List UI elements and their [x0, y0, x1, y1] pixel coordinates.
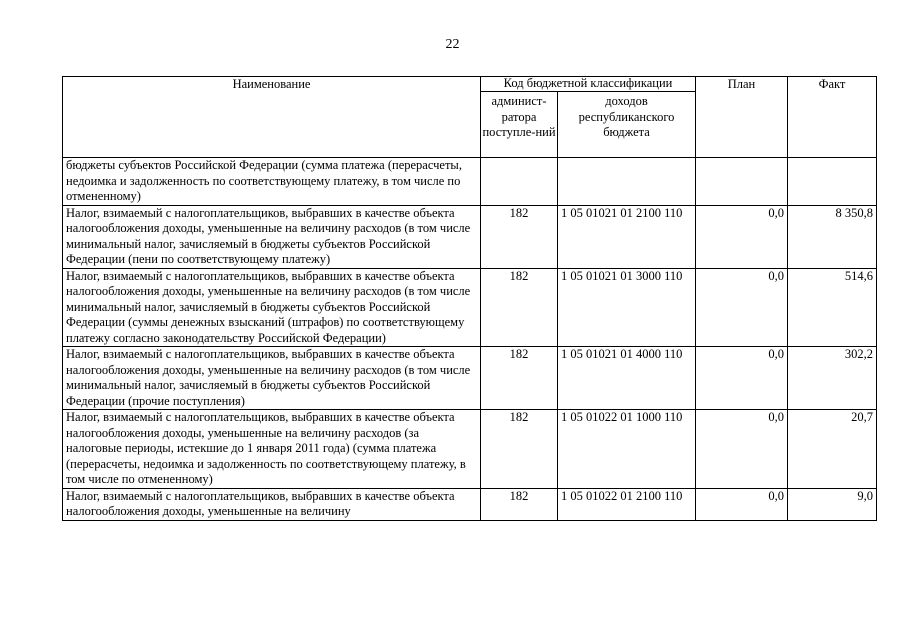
- row-budget-code: [558, 158, 696, 206]
- row-plan: 0,0: [696, 488, 788, 520]
- row-plan: 0,0: [696, 347, 788, 410]
- row-budget-code: 1 05 01021 01 3000 110: [558, 268, 696, 347]
- row-fact: 302,2: [788, 347, 877, 410]
- row-admin-code: 182: [481, 347, 558, 410]
- row-plan: [696, 158, 788, 206]
- row-budget-code: 1 05 01022 01 1000 110: [558, 410, 696, 489]
- row-name: Налог, взимаемый с налогоплательщиков, выбравших в качестве объекта налогообложения доходы, уменьшенные на величину расходов (за налоговые периоды, истекшие до 1 января 2011 года) (сумма платежа (перерасчеты, недоимка и задолженность по соответствующему платежу, в том числе по отмененному): [63, 410, 481, 489]
- budget-table: [62, 76, 877, 521]
- header-plan: План: [696, 77, 788, 158]
- row-admin-code: 182: [481, 205, 558, 268]
- row-budget-code: 1 05 01021 01 4000 110: [558, 347, 696, 410]
- row-admin-code: 182: [481, 488, 558, 520]
- row-name: бюджеты субъектов Российской Федерации (сумма платежа (перерасчеты, недоимка и задолженность по соответствующему платежу, в том числе по отмененному): [63, 158, 481, 206]
- header-code-group: Код бюджетной классификации: [481, 77, 696, 92]
- row-admin-code: [481, 158, 558, 206]
- table-row: [63, 488, 877, 520]
- table-row: [63, 205, 877, 268]
- table-row: [63, 158, 877, 206]
- row-fact: 8 350,8: [788, 205, 877, 268]
- header-income: доходов республиканского бюджета: [558, 92, 696, 158]
- row-plan: 0,0: [696, 205, 788, 268]
- row-fact: [788, 158, 877, 206]
- row-fact: 514,6: [788, 268, 877, 347]
- header-row-1: [63, 77, 877, 92]
- header-admin: админист-ратора поступле-ний: [481, 92, 558, 158]
- row-name: Налог, взимаемый с налогоплательщиков, выбравших в качестве объекта налогообложения доходы, уменьшенные на величину расходов (в том числе минимальный налог, зачисляемый в бюджеты субъектов Российской Федерации (суммы денежных взысканий (штрафов) по соответствующему платежу согласно законодательству Российской Федерации): [63, 268, 481, 347]
- row-admin-code: 182: [481, 268, 558, 347]
- row-name: Налог, взимаемый с налогоплательщиков, выбравших в качестве объекта налогообложения доходы, уменьшенные на величину: [63, 488, 481, 520]
- header-name: Наименование: [63, 77, 481, 158]
- row-budget-code: 1 05 01022 01 2100 110: [558, 488, 696, 520]
- table-row: [63, 268, 877, 347]
- row-name: Налог, взимаемый с налогоплательщиков, выбравших в качестве объекта налогообложения доходы, уменьшенные на величину расходов (в том числе минимальный налог, зачисляемый в бюджеты субъектов Российской Федерации (прочие поступления): [63, 347, 481, 410]
- table-row: [63, 347, 877, 410]
- row-fact: 9,0: [788, 488, 877, 520]
- table-row: [63, 410, 877, 489]
- row-plan: 0,0: [696, 268, 788, 347]
- row-plan: 0,0: [696, 410, 788, 489]
- header-fact: Факт: [788, 77, 877, 158]
- row-budget-code: 1 05 01021 01 2100 110: [558, 205, 696, 268]
- row-fact: 20,7: [788, 410, 877, 489]
- row-admin-code: 182: [481, 410, 558, 489]
- row-name: Налог, взимаемый с налогоплательщиков, выбравших в качестве объекта налогообложения доходы, уменьшенные на величину расходов (в том числе минимальный налог, зачисляемый в бюджеты субъектов Российской Федерации (пени по соответствующему платежу): [63, 205, 481, 268]
- page-number: 22: [445, 37, 460, 52]
